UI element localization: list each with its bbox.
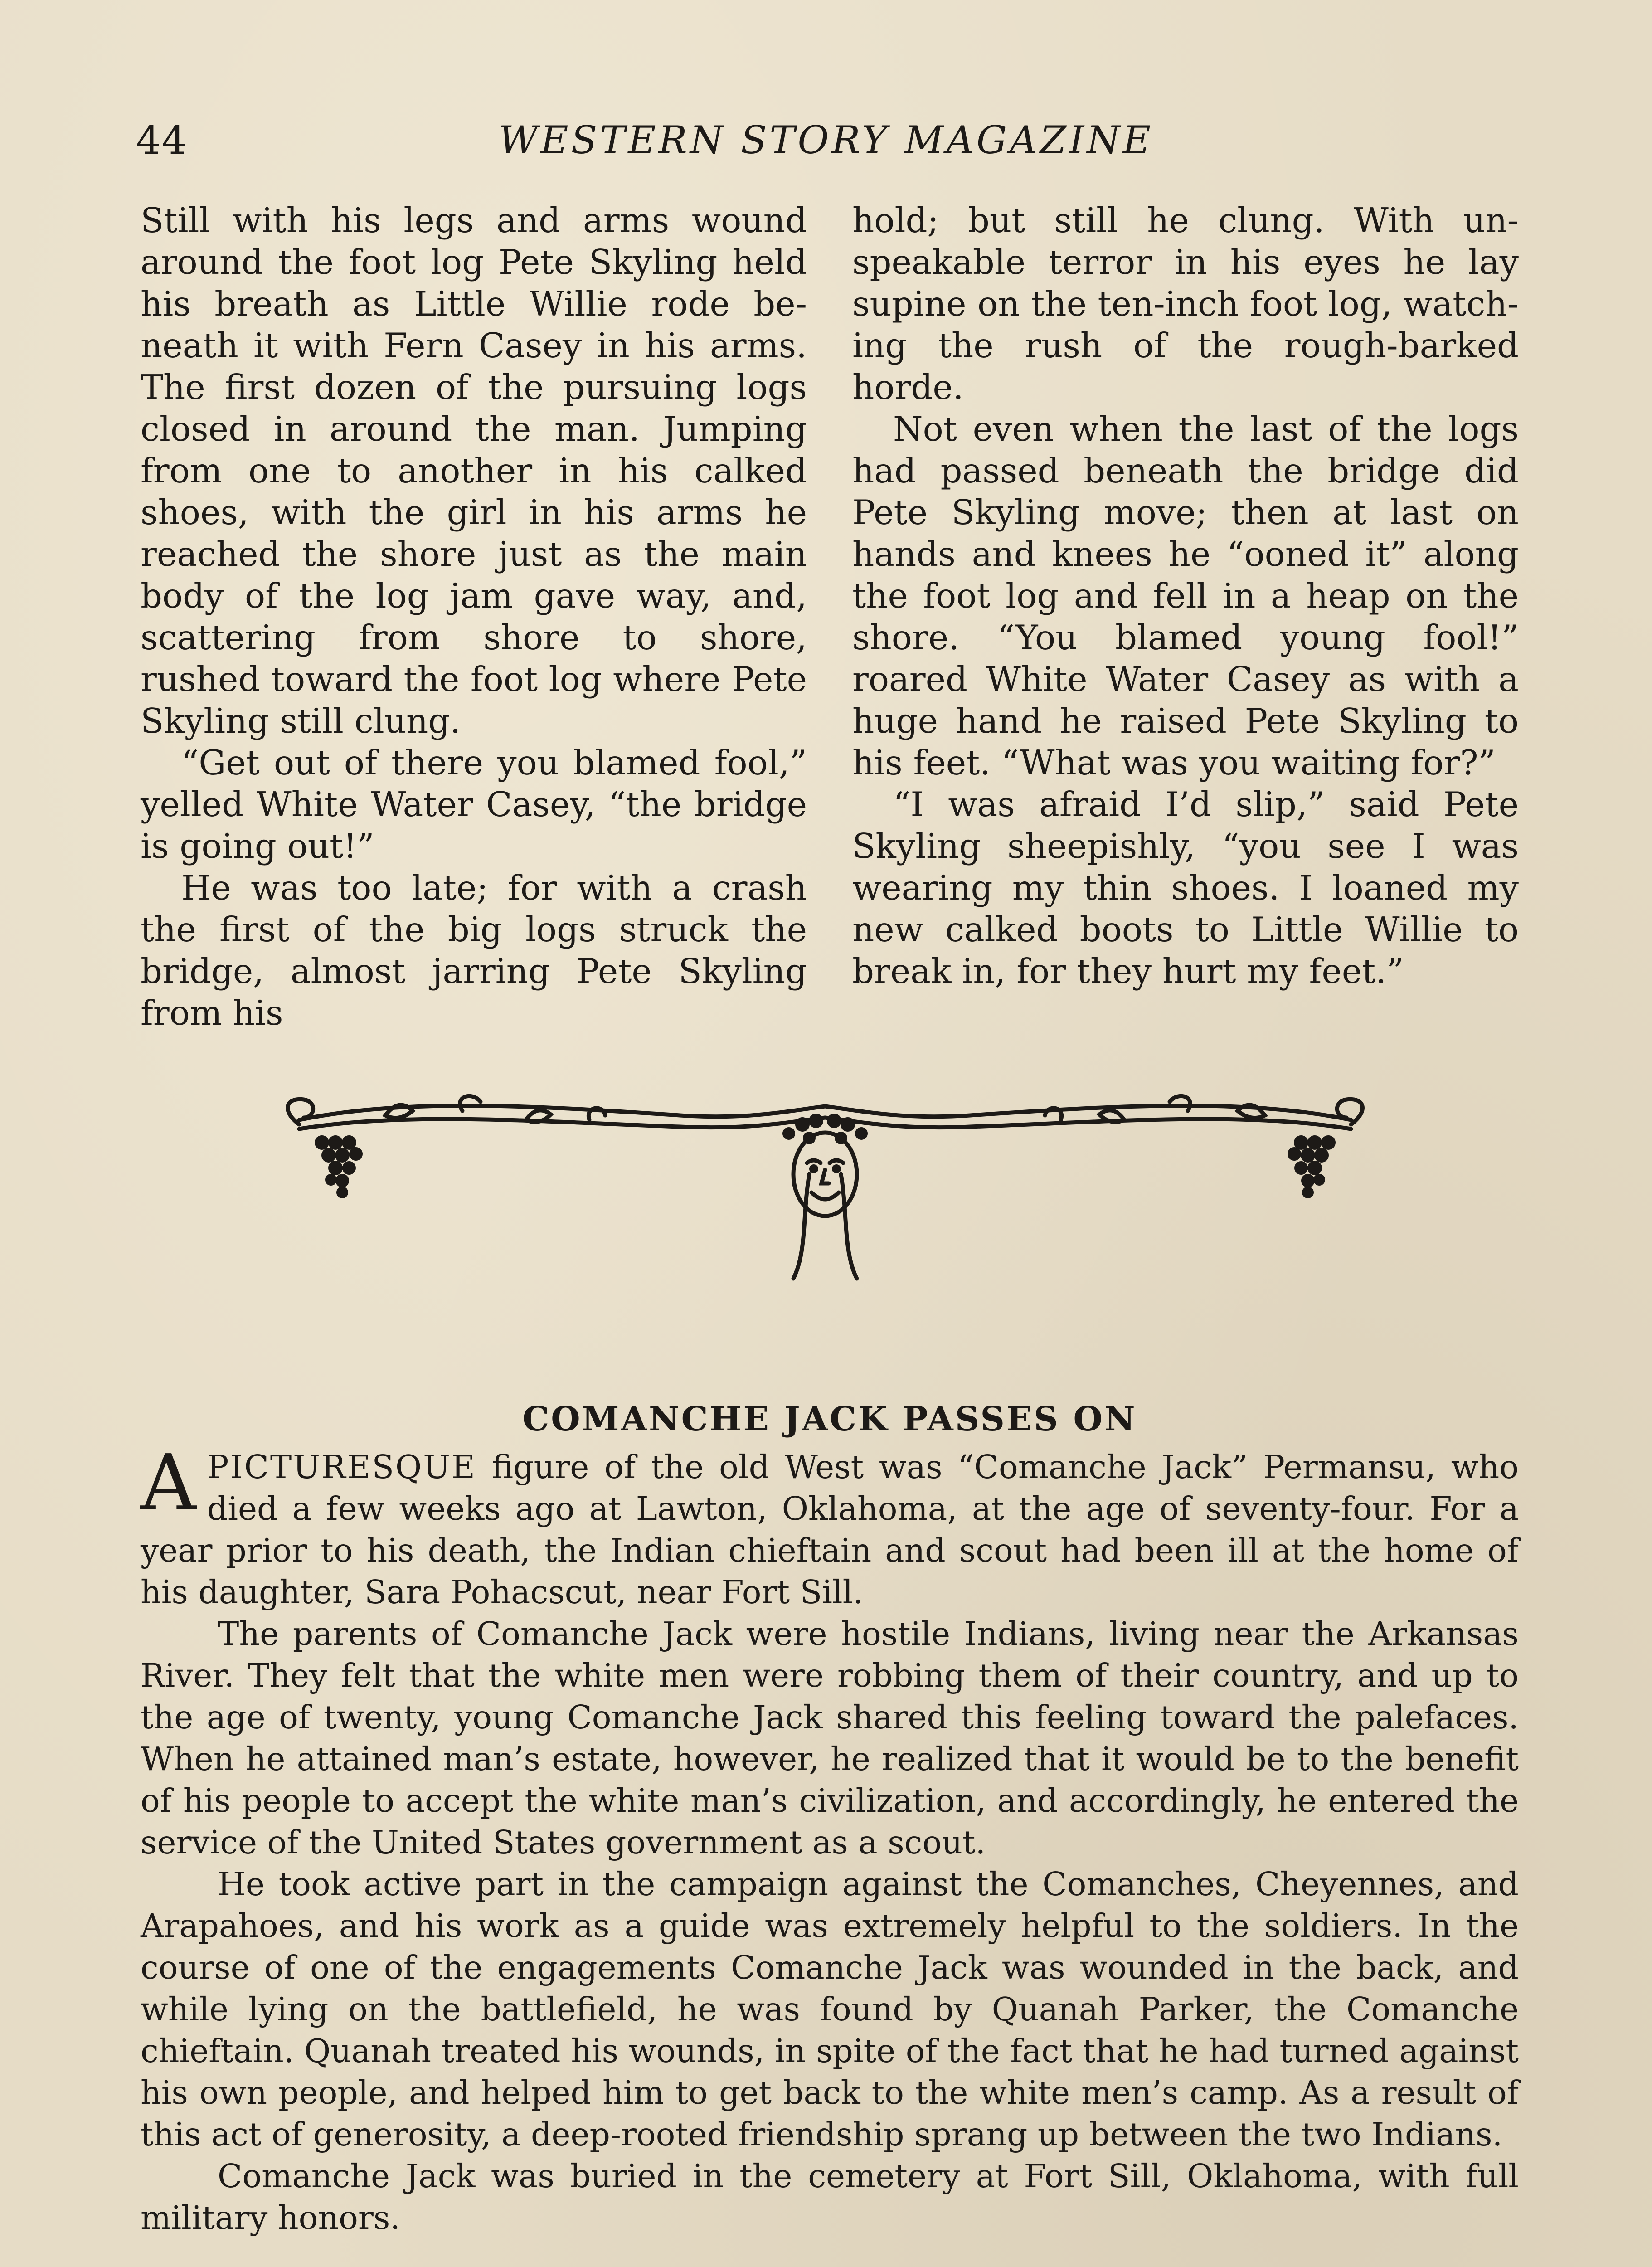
- story-ending-columns: [141, 199, 1519, 1033]
- lead-first-word: PICTURESQUE: [207, 1448, 476, 1486]
- left-column: [141, 199, 807, 1034]
- story-paragraph: “Get out of there you blamed fool,” yelled White Water Casey, “the bridge is going out!”: [141, 743, 807, 866]
- story-paragraph: Not even when the last of the logs had passed beneath the bridge did Pete Skyling move; then at last on hands and knees he “ooned it” along the foot log and fell in a heap on the shore. “You blamed young fool!” roared White Water Casey as with a huge hand he raised Pete Skyling to his feet. “What was you waiting for?”: [852, 409, 1519, 783]
- article-paragraph: The parents of Comanche Jack were hostile Indians, living near the Arkansas River. They felt that the white men were robbing them of their country, and up to the age of twenty, young Comanche Jack shared this feeling toward the palefaces. When he attained man’s estate, however, he realized that it would be to the benefit of his people to accept the white man’s civilization, and accordingly, he entered the service of the United States government as a scout.: [141, 1615, 1519, 1861]
- article-body: [141, 1438, 1519, 2239]
- running-header: [136, 118, 1516, 172]
- story-paragraph: hold; but still he clung. With unspeakable terror in his eyes he lay supine on the ten-inch foot log, watching the rush of the rough-barked horde.: [852, 200, 1519, 407]
- grapevine-mask-ornament-icon: [272, 1079, 1378, 1288]
- story-paragraph: He was too late; for with a crash the first of the big logs struck the bridge, almost jarring Pete Skyling from his: [141, 868, 807, 1033]
- article-paragraph: Comanche Jack was buried in the cemetery at Fort Sill, Oklahoma, with full military honors.: [141, 2157, 1519, 2237]
- lead-paragraph: [141, 1438, 1519, 1613]
- magazine-title: WESTERN STORY MAGAZINE: [498, 118, 1154, 162]
- article-title: COMANCHE JACK PASSES ON: [522, 1400, 1137, 1439]
- page-number: 44: [136, 118, 188, 163]
- article-paragraph: He took active part in the campaign against the Comanches, Cheyennes, and Arapahoes, and his work as a guide was extremely helpful to the soldiers. In the course of one of the engagements Comanche Jack was wounded in the back, and while lying on the battlefield, he was found by Quanah Parker, the Comanche chieftain. Quanah treated his wounds, in spite of the fact that he had turned against his own people, and helped him to get back to the white men’s camp. As a result of this act of generosity, a deep-rooted friendship sprang up between the two Indians.: [141, 1865, 1519, 2153]
- right-column: [852, 199, 1519, 992]
- drop-cap: A: [141, 1438, 196, 1528]
- lead-text: figure of the old West was “Comanche Jack” Permansu, who died a few weeks ago at Lawton, Oklahoma, at the age of seventy-four. For a year prior to his death, the Indian chieftain and scout had been ill at the home of his daughter, Sara Pohacscut, near Fort Sill.: [141, 1448, 1519, 1611]
- article: [141, 1396, 1519, 2267]
- story-paragraph: Still with his legs and arms wound around the foot log Pete Skyling held his breath as Little Willie rode beneath it with Fern Casey in his arms. The first dozen of the pursuing logs closed in around the man. Jumping from one to another in his calked shoes, with the girl in his arms he reached the shore just as the main body of the log jam gave way, and, scattering from shore to shore, rushed toward the foot log where Pete Skyling still clung.: [141, 200, 807, 741]
- story-paragraph: “I was afraid I’d slip,” said Pete Skyling sheepishly, “you see I was wearing my thin shoes. I loaned my new calked boots to Little Willie to break in, for they hurt my feet.”: [852, 784, 1519, 991]
